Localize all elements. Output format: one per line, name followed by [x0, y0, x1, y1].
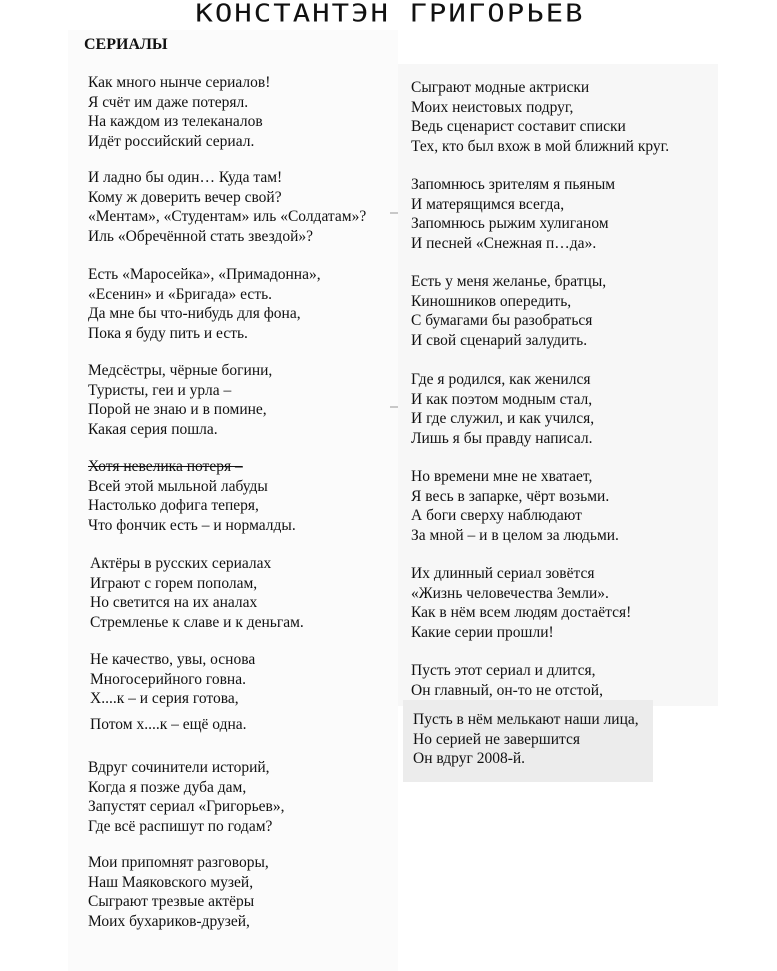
verse-line: Мои припомнят разговоры, — [88, 854, 269, 871]
verse-line: Запомнюсь зрителям я пьяным — [411, 176, 616, 193]
verse-line: Всей этой мыльной лабуды — [88, 477, 268, 495]
verse-line: Актёры в русских сериалах — [90, 555, 272, 572]
verse-line: Туристы, геи и урла – — [88, 381, 232, 399]
verse-line: Запустят сериал «Григорьев», — [88, 798, 285, 816]
verse-line: Моих неистовых подруг, — [411, 98, 574, 116]
verse-line: Играют с горем пополам, — [90, 574, 258, 592]
verse-line: Х....к – и серия готова, — [90, 690, 239, 708]
stanza-right-8 — [413, 710, 639, 769]
stanza-left-6 — [90, 554, 304, 632]
verse-line: Но серией не завершится — [413, 730, 580, 748]
verse-line: Запомнюсь рыжим хулиганом — [411, 215, 609, 233]
verse-line: Да мне бы что-нибудь для фона, — [88, 305, 301, 323]
verse-line: И песней «Снежная п…да». — [411, 234, 597, 252]
verse-line: Когда я позже дуба дам, — [88, 778, 247, 796]
verse-line: Настолько дофига теперя, — [88, 497, 259, 515]
verse-line: Не качество, увы, основа — [90, 651, 256, 668]
verse-line: А боги сверху наблюдают — [411, 507, 582, 525]
poem-title: СЕРИАЛЫ — [84, 36, 168, 53]
verse-line: Идёт российский сериал. — [88, 132, 255, 150]
verse-line: Он главный, он-то не отстой, — [411, 681, 603, 699]
verse-line: Вдруг сочинители историй, — [88, 759, 270, 776]
verse-line: Пока я буду пить и есть. — [88, 324, 248, 342]
verse-line: Что фончик есть – и нормалды. — [88, 516, 296, 534]
verse-line: Где всё распишут по годам? — [88, 817, 273, 835]
verse-line: Многосерийного говна. — [90, 670, 246, 688]
stanza-right-7 — [411, 661, 603, 700]
verse-line: Я весь в запарке, чёрт возьми. — [411, 487, 610, 505]
stanza-right-3 — [411, 272, 606, 350]
scan-mark — [390, 406, 398, 408]
verse-line: «Есенин» и «Бригада» есть. — [88, 285, 273, 303]
verse-line: Лишь я бы правду написал. — [411, 429, 593, 447]
verse-line: Какие серии прошли! — [411, 623, 554, 641]
verse-line: И свой сценарий залудить. — [411, 331, 588, 349]
verse-line: Киношников опередить, — [411, 292, 572, 310]
verse-line: На каждом из телеканалов — [88, 113, 263, 131]
stanza-right-2 — [411, 175, 615, 253]
verse-line: Тех, кто был вхож в мой ближний круг. — [411, 137, 670, 155]
verse-line: Как в нём всем людям достаётся! — [411, 604, 632, 622]
verse-line: Порой не знаю и в помине, — [88, 401, 267, 419]
verse-line-struck: Хотя невелика потеря – — [88, 458, 243, 475]
verse-line: И где служил, и как учился, — [411, 410, 595, 428]
verse-line: «Жизнь человечества Земли». — [411, 584, 609, 602]
stanza-left-2 — [88, 168, 366, 246]
stanza-left-4 — [88, 361, 272, 439]
verse-line: Где я родился, как женился — [411, 371, 591, 388]
verse-line: Сыграют модные актриски — [411, 79, 590, 96]
verse-line: Есть у меня желанье, братцы, — [411, 273, 607, 290]
stanza-left-9 — [88, 853, 269, 931]
stanza-left-8 — [88, 758, 284, 836]
verse-line: «Ментам», «Студентам» иль «Солдатам»? — [88, 208, 367, 226]
verse-line: Есть «Маросейка», «Примадонна», — [88, 266, 321, 283]
stanza-left-7 — [90, 650, 255, 734]
author-name: КОНСТАНТЭН ГРИГОРЬЕВ — [195, 0, 585, 28]
verse-line: И как поэтом модным стал, — [411, 390, 593, 408]
verse-line: Он вдруг 2008-й. — [413, 750, 526, 768]
verse-line: С бумагами бы разобраться — [411, 312, 593, 330]
verse-line: Стремленье к славе и к деньгам. — [90, 613, 304, 631]
verse-line: Но светится на их аналах — [90, 594, 258, 612]
verse-line: Какая серия пошла. — [88, 420, 218, 438]
verse-line: Иль «Обречённой стать звездой»? — [88, 227, 313, 245]
stanza-left-1 — [88, 73, 270, 151]
verse-line: Пусть этот сериал и длится, — [411, 662, 596, 679]
verse-line: За мной – и в целом за людьми. — [411, 526, 619, 544]
verse-line: Сыграют трезвые актёры — [88, 893, 255, 911]
verse-line: Медсёстры, чёрные богини, — [88, 362, 273, 379]
verse-line: Наш Маяковского музей, — [88, 873, 254, 891]
verse-line: Потом х....к – ещё одна. — [90, 715, 247, 733]
verse-line: И матерящимся всегда, — [411, 195, 565, 213]
verse-line: Но времени мне не хватает, — [411, 468, 593, 485]
verse-line: Их длинный сериал зовётся — [411, 565, 595, 582]
stanza-left-5 — [88, 457, 296, 535]
verse-line: Как много нынче сериалов! — [88, 74, 271, 91]
stanza-right-5 — [411, 467, 619, 545]
verse-line: Моих бухариков-друзей, — [88, 912, 250, 930]
stanza-left-3 — [88, 265, 321, 343]
verse-line: Пусть в нём мелькают наши лица, — [413, 711, 639, 728]
stanza-right-6 — [411, 564, 631, 642]
verse-line: Кому ж доверить вечер свой? — [88, 188, 282, 206]
verse-line: Ведь сценарист составит списки — [411, 118, 626, 136]
verse-line: И ладно бы один… Куда там! — [88, 169, 283, 186]
scan-mark — [390, 212, 398, 214]
stanza-right-1 — [411, 78, 669, 156]
stanza-right-4 — [411, 370, 594, 448]
verse-line: Я счёт им даже потерял. — [88, 93, 249, 111]
